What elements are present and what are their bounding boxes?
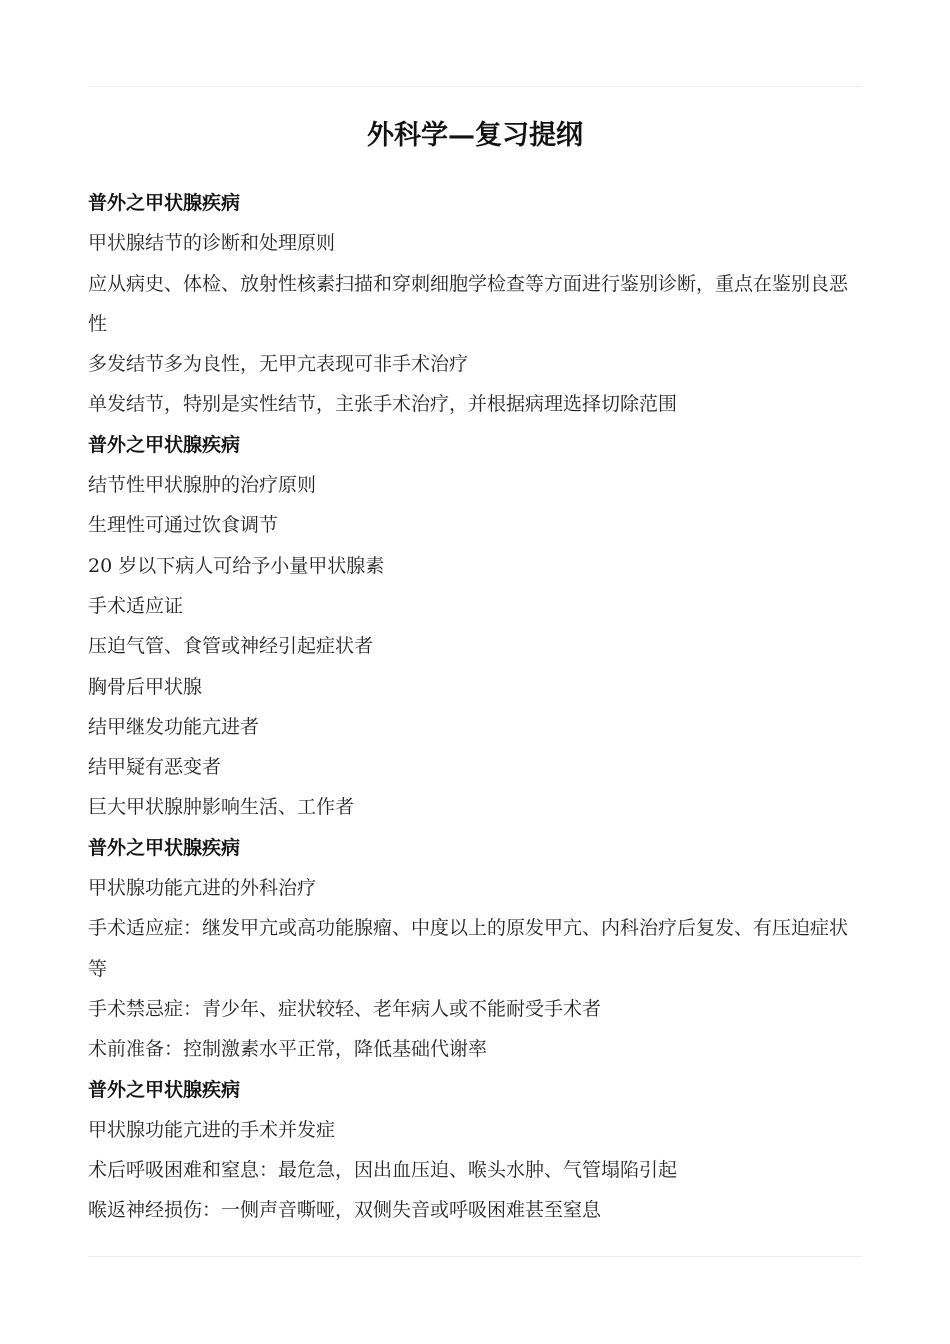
bottom-divider [88,1256,862,1257]
section-heading: 普外之甲状腺疾病 [88,192,241,214]
text-line: 手术适应证 [88,594,184,617]
text-line: 胸骨后甲状腺 [88,675,203,698]
text-line: 结节性甲状腺肿的治疗原则 [88,474,317,497]
text-line: 生理性可通过饮食调节 [88,514,279,537]
text-line: 压迫气管、食管或神经引起症状者 [88,635,374,658]
text-line: 巨大甲状腺肿影响生活、工作者 [88,796,355,819]
text-line: 术后呼吸困难和窒息：最危急，因出血压迫、喉头水肿、气管塌陷引起 [88,1159,678,1182]
text-line: 结甲继发功能亢进者 [88,715,260,738]
text-line: 结甲疑有恶变者 [88,756,222,779]
text-line: 应从病史、体检、放射性核素扫描和穿刺细胞学检查等方面进行鉴别诊断，重点在鉴别良恶性 [88,272,849,335]
text-line: 甲状腺结节的诊断和处理原则 [88,232,336,255]
document-body [88,183,862,1231]
text-line: 甲状腺功能亢进的手术并发症 [88,1118,336,1141]
text-line: 甲状腺功能亢进的外科治疗 [88,877,317,900]
top-divider [88,86,862,87]
text-line: 单发结节，特别是实性结节，主张手术治疗，并根据病理选择切除范围 [88,393,678,416]
text-line: 术前准备：控制激素水平正常，降低基础代谢率 [88,1038,488,1061]
text-line: 20 岁以下病人可给予小量甲状腺素 [88,554,385,577]
section-heading: 普外之甲状腺疾病 [88,1078,241,1101]
section-heading: 普外之甲状腺疾病 [88,836,241,859]
text-line: 手术禁忌症：青少年、症状较轻、老年病人或不能耐受手术者 [88,997,602,1020]
text-line: 手术适应症：继发甲亢或高功能腺瘤、中度以上的原发甲亢、内科治疗后复发、有压迫症状等 [88,917,849,980]
text-line: 多发结节多为良性，无甲亢表现可非手术治疗 [88,353,469,376]
document-title: 外科学—复习提纲 [367,120,583,151]
section-heading: 普外之甲状腺疾病 [88,433,241,456]
text-line: 喉返神经损伤：一侧声音嘶哑，双侧失音或呼吸困难甚至窒息 [88,1199,602,1222]
